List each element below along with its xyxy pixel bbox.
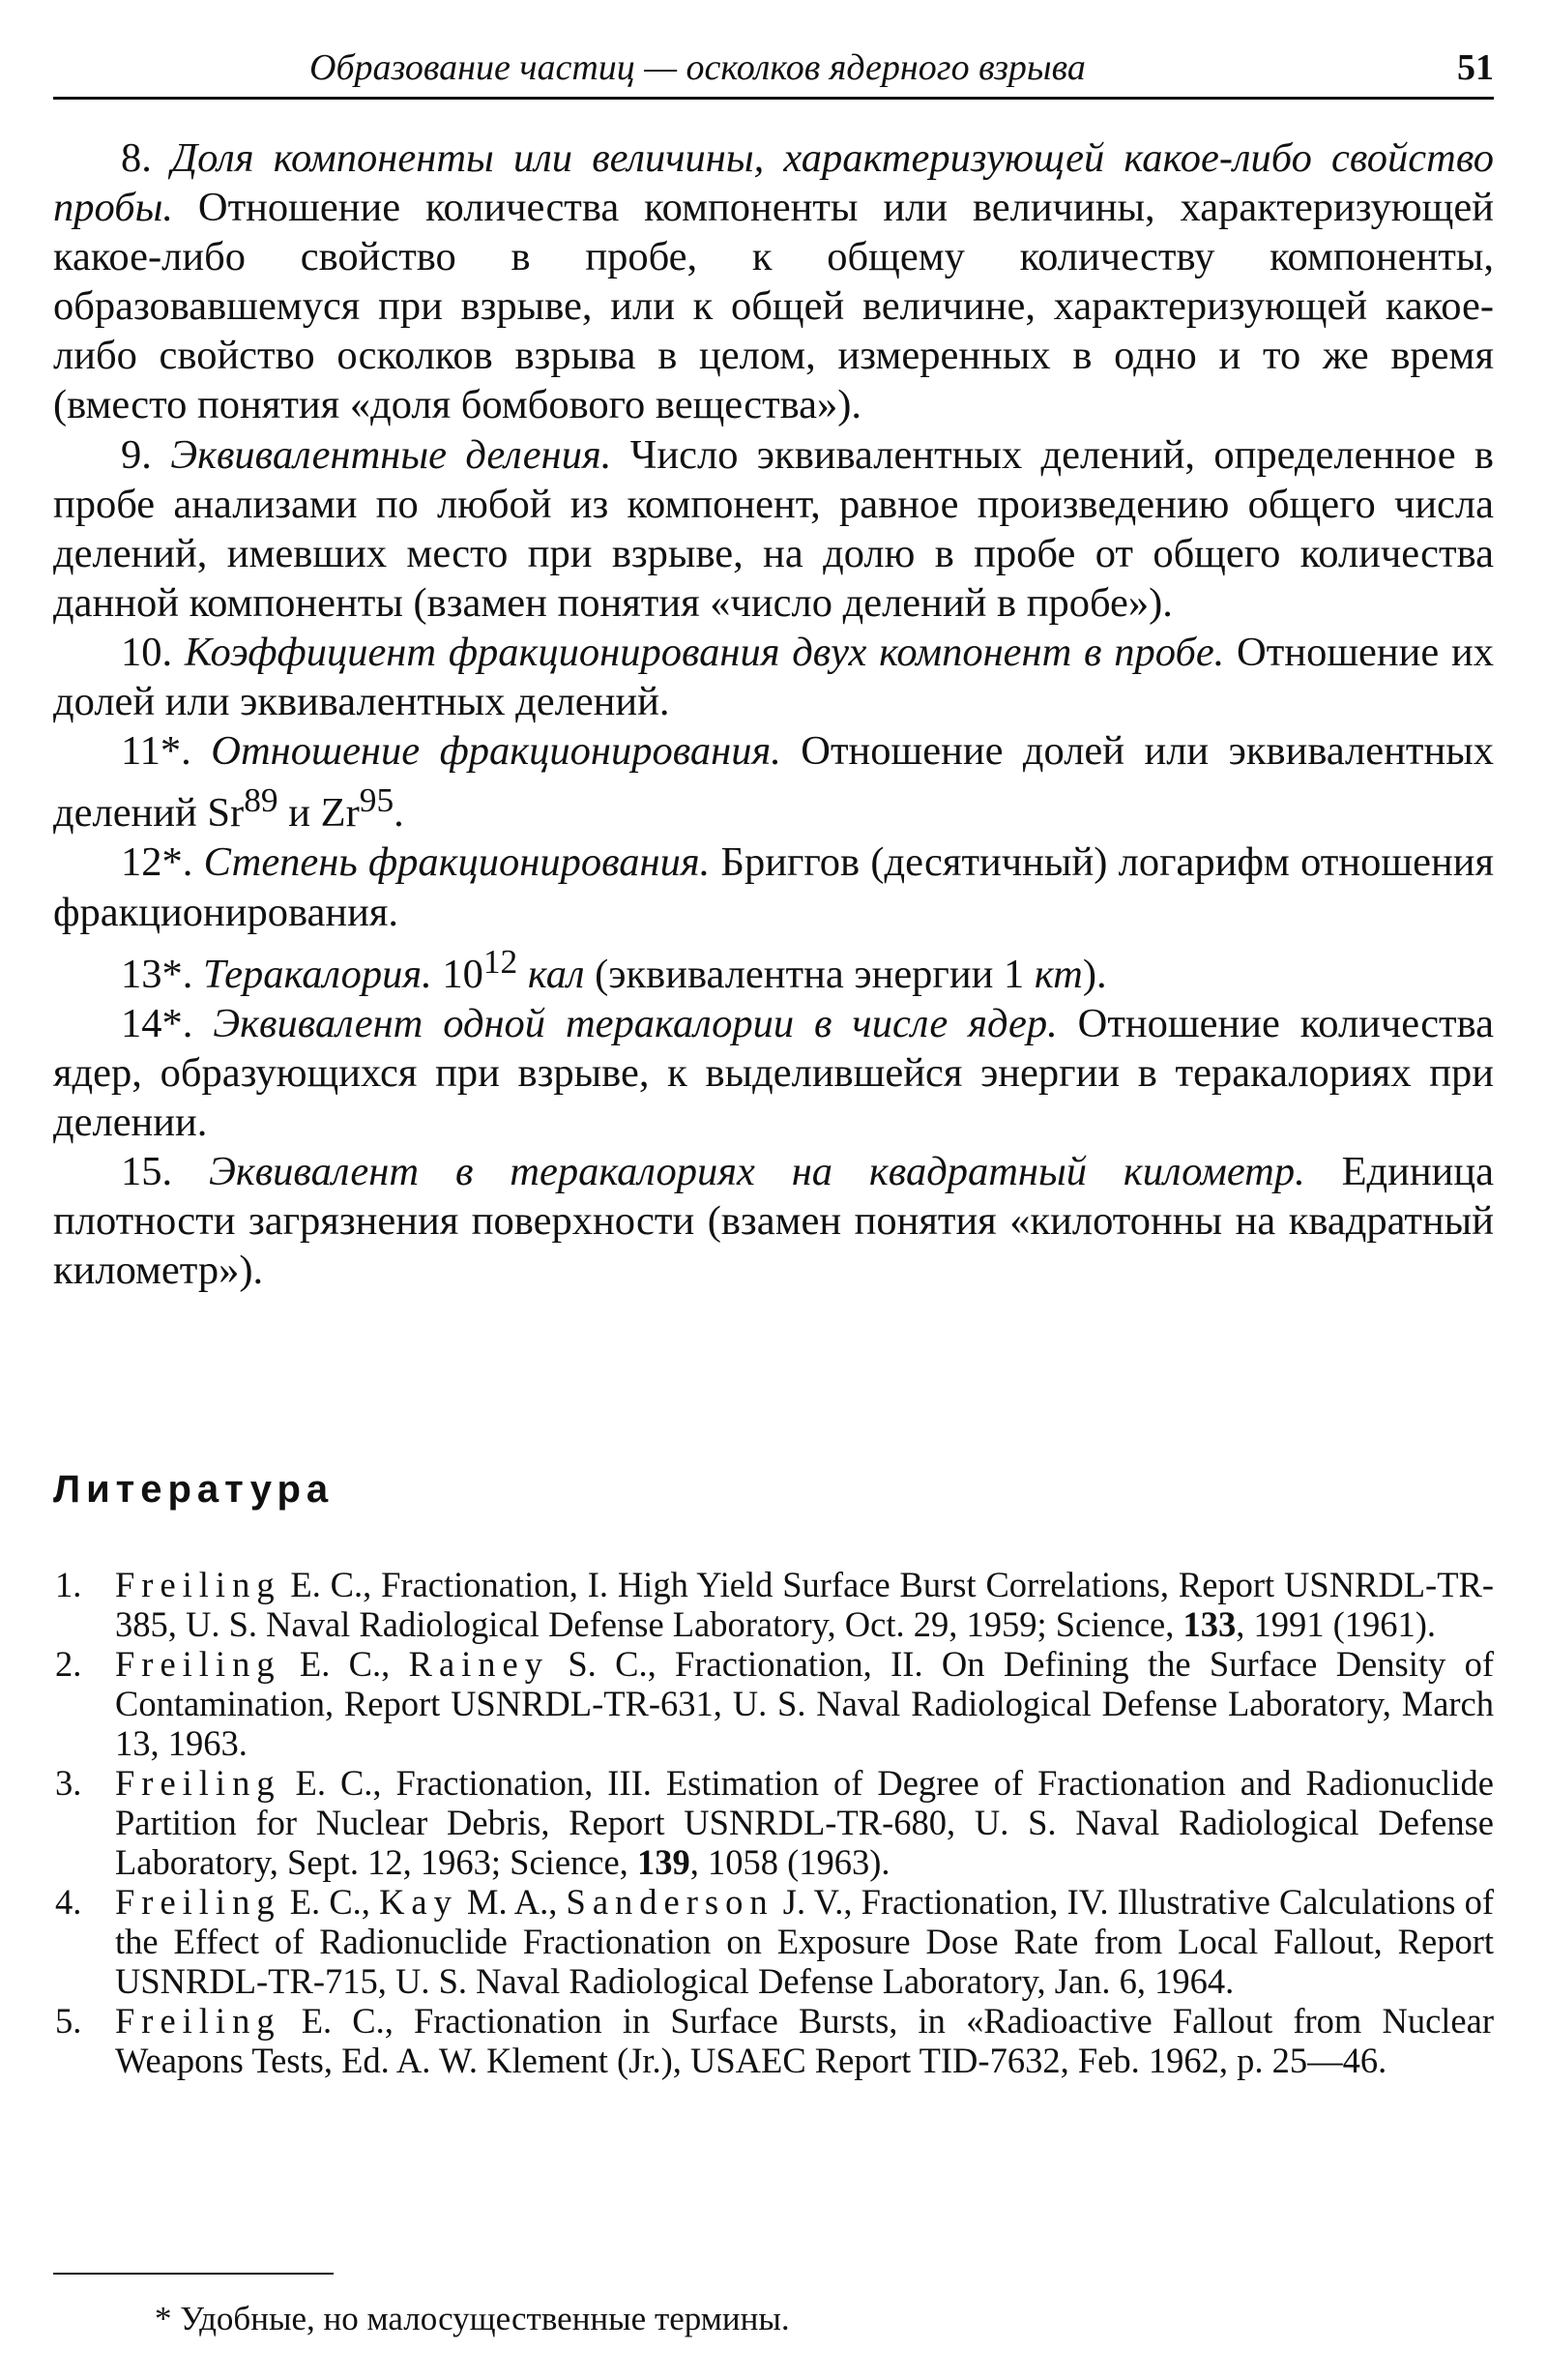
footnote-rule [53, 2273, 334, 2275]
reference-tail: , 1058 (1963). [689, 1842, 890, 1882]
author-name: Freiling [115, 1882, 281, 1922]
term-title: Теракалория. [203, 951, 432, 997]
author-name: Freiling [115, 1565, 281, 1604]
term-definition-cont: (эквивалентна энергии 1 [584, 951, 1035, 997]
term-title: Отношение фракционирования. [211, 728, 781, 775]
reference-text: E. C., Fractionation, III. Estimation of Degree of Fractionation and Radionuclide Partition for Nuclear Debris, Report USNRDL-TR-680, U. S. Naval Radiological Defense Laboratory, Sept. 12, 1963; Science, [115, 1763, 1494, 1882]
term-item-15 [53, 1147, 1494, 1295]
item-number: 8. [121, 135, 152, 181]
author-name-3: Sanderson [566, 1882, 774, 1922]
isotope-mass-number: 95 [359, 780, 394, 820]
reference-text: E. C., Fractionation in Surface Bursts, in «Radioactive Fallout from Nuclear Weapons Tests, Ed. A. W. Klement (Jr.), USAEC Report TID-7632, Feb. 1962, p. 25—46. [115, 2001, 1494, 2080]
author-initials-2: M. A., [457, 1882, 567, 1922]
footnote: * Удобные, но малосущественные термины. [155, 2300, 790, 2337]
literature-heading: Литература [53, 1468, 335, 1511]
reference-number: 3. [55, 1763, 82, 1803]
term-item-10 [53, 628, 1494, 726]
unit-cal: кал [527, 951, 585, 997]
reference-4 [53, 1882, 1494, 2001]
author-name: Freiling [115, 2001, 281, 2041]
term-definition: Бриггов (десятичный) логарифм отношения фракционирования. [53, 839, 1494, 935]
reference-tail: , 1991 (1961). [1236, 1604, 1437, 1644]
author-initials: E. C., [280, 1882, 380, 1922]
reference-text: J. V., Fractionation, IV. Illustrative Calculations of the Effect of Radionuclide Fractionation on Exposure Dose Rate from Local Fallout, Report USNRDL-TR-715, U. S. Naval Radiological Defense Laboratory, Jan. 6, 1964. [115, 1882, 1494, 2001]
page-number: 51 [1457, 47, 1494, 88]
term-item-12 [53, 837, 1494, 936]
term-item-14 [53, 999, 1494, 1147]
term-definition-end: . [394, 790, 404, 837]
running-title: Образование частиц — осколков ядерного взрыва [309, 47, 1086, 88]
author-name: Freiling [115, 1644, 281, 1684]
term-definition: Единица плотности загрязнения поверхности (взамен понятия «килотонны на квадратный километр»). [53, 1149, 1495, 1294]
reference-1 [53, 1565, 1494, 1644]
term-item-11 [53, 726, 1494, 837]
term-title: Эквивалентные деления. [170, 431, 612, 478]
item-number: 13*. [121, 951, 193, 997]
reference-2 [53, 1644, 1494, 1763]
header-rule [53, 97, 1494, 100]
author-name-2: Rainey [408, 1644, 550, 1684]
isotope-mass-number: 89 [244, 780, 278, 820]
reference-text: S. C., Fractionation, II. On Defining the Surface Density of Contamination, Report USNRDL-TR-631, U. S. Naval Radiological Defense Laboratory, March 13, 1963. [115, 1644, 1494, 1763]
item-number: 12*. [121, 839, 193, 886]
reference-list [53, 1565, 1494, 2080]
term-definition: Отношение их долей или эквивалентных делений. [53, 629, 1494, 725]
term-definition-end: ). [1082, 951, 1107, 997]
term-title: Эквивалент в теракалориях на квадратный километр. [209, 1149, 1305, 1195]
reference-number: 2. [55, 1644, 82, 1684]
term-definition: Число эквивалентных делений, определенное в пробе анализами по любой из компонент, равное произведению общего числа делений, имевших место при взрыве, на долю в пробе от общего количества данной компоненты (взамен понятия «число делений в пробе»). [53, 431, 1495, 626]
terms-list [53, 133, 1494, 1295]
reference-text: E. C., Fractionation, I. High Yield Surface Burst Correlations, Report USNRDL-TR-385, U. S. Naval Radiological Defense Laboratory, Oct. 29, 1959; Science, [115, 1565, 1494, 1644]
term-item-9 [53, 430, 1494, 628]
running-header [53, 29, 1494, 89]
term-definition: 10 [431, 951, 483, 997]
term-definition-space [517, 952, 528, 997]
term-item-13 [53, 937, 1494, 999]
item-number: 10. [121, 629, 173, 675]
term-title: Доля компоненты или величины, характеризующей какое-либо свойство пробы. [53, 135, 1494, 231]
reference-number: 5. [55, 2001, 82, 2041]
author-name-2: Kay [379, 1882, 458, 1922]
author-name: Freiling [115, 1763, 281, 1803]
reference-3 [53, 1763, 1494, 1882]
term-definition-cont: и Zr [277, 790, 360, 837]
exponent: 12 [482, 941, 518, 981]
item-number: 15. [121, 1149, 173, 1195]
reference-5 [53, 2001, 1494, 2080]
volume-number: 133 [1182, 1604, 1237, 1644]
item-number: 11*. [121, 728, 191, 775]
author-initials: E. C., [280, 1644, 409, 1684]
term-item-8 [53, 133, 1494, 430]
term-definition: Отношение долей или эквивалентных делений Sr [53, 728, 1494, 837]
term-title: Коэффициент фракционирования двух компонент в пробе. [184, 629, 1225, 675]
unit-kt: кт [1034, 951, 1083, 997]
term-definition: Отношение количества ядер, образующихся при взрыве, к выделившейся энергии в теракалориях при делении. [53, 1000, 1494, 1146]
reference-number: 1. [55, 1565, 82, 1604]
term-title: Степень фракционирования. [203, 839, 711, 886]
item-number: 14*. [121, 1000, 193, 1046]
volume-number: 139 [636, 1842, 690, 1882]
item-number: 9. [121, 431, 152, 478]
term-title: Эквивалент одной теракалории в числе ядер. [213, 1000, 1058, 1046]
term-definition: Отношение количества компоненты или величины, характеризующей какое-либо свойство в пробе, к общему количеству компоненты, образовавшемуся при взрыве, или к общей величине, характеризующей какое-либо свойство осколков взрыва в целом, измеренных в одно и то же время (вместо понятия «доля бомбового вещества»). [53, 185, 1494, 428]
reference-number: 4. [55, 1882, 82, 1922]
